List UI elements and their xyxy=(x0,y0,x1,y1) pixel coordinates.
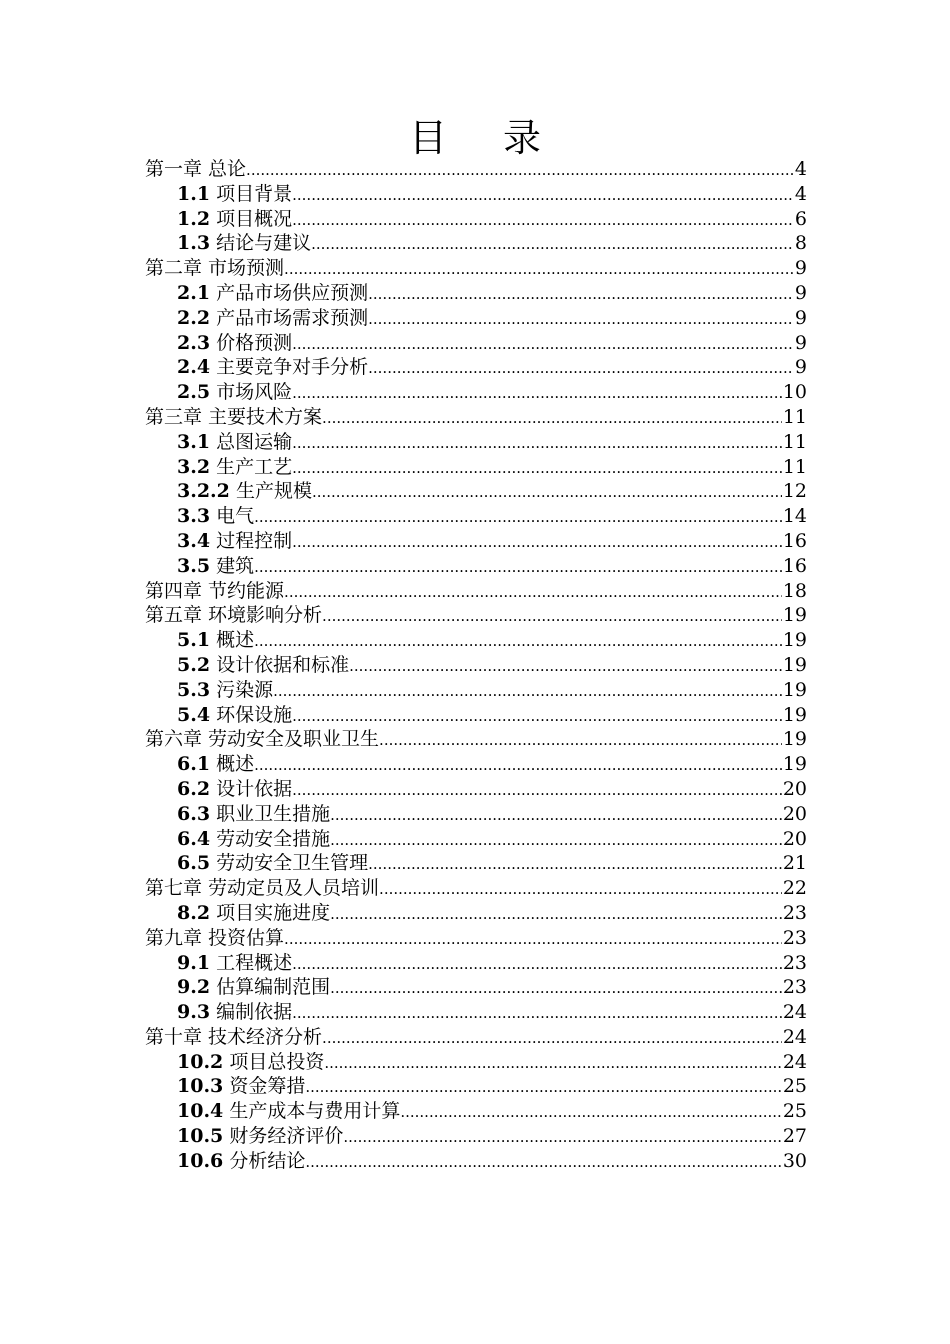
toc-page-number: 9 xyxy=(794,331,807,354)
toc-chapter-entry[interactable] xyxy=(145,1025,807,1050)
toc-entry-number: 3.5 xyxy=(177,554,211,577)
toc-entry-label xyxy=(177,1074,305,1099)
toc-dot-leader xyxy=(292,456,782,480)
toc-entry-number: 10.3 xyxy=(177,1075,224,1098)
toc-entry-label xyxy=(177,1050,324,1075)
toc-entry-text: 资金筹措 xyxy=(229,1075,306,1098)
toc-section-entry[interactable] xyxy=(145,430,807,455)
toc-entry-text: 生产规模 xyxy=(235,480,312,503)
toc-dot-leader xyxy=(292,778,782,802)
toc-entry-text: 财务经济评价 xyxy=(229,1125,344,1148)
toc-dot-leader xyxy=(292,381,782,405)
toc-entry-number: 6.4 xyxy=(177,827,211,850)
toc-dot-leader xyxy=(379,728,782,752)
toc-page-number: 20 xyxy=(782,777,807,800)
toc-section-entry[interactable] xyxy=(145,331,807,356)
toc-dot-leader xyxy=(254,753,782,777)
toc-chapter-entry[interactable] xyxy=(145,157,807,182)
toc-dot-leader xyxy=(254,505,782,529)
toc-entry-number: 5.4 xyxy=(177,703,211,726)
toc-entry-label xyxy=(177,827,330,852)
toc-entry-text: 第十章 技术经济分析 xyxy=(145,1025,323,1048)
toc-entry-label xyxy=(145,876,379,901)
toc-entry-text: 结论与建议 xyxy=(216,232,312,255)
toc-entry-label xyxy=(145,579,284,604)
toc-entry-text: 第五章 环境影响分析 xyxy=(145,604,323,627)
toc-dot-leader xyxy=(292,183,794,207)
toc-entry-label xyxy=(177,975,330,1000)
toc-entry-text: 第四章 节约能源 xyxy=(145,579,285,602)
toc-entry-number: 3.3 xyxy=(177,505,211,528)
toc-dot-leader xyxy=(322,1026,782,1050)
toc-page-number: 23 xyxy=(782,901,807,924)
toc-dot-leader xyxy=(246,158,794,182)
toc-entry-text: 市场风险 xyxy=(216,381,293,404)
toc-dot-leader xyxy=(292,952,782,976)
toc-section-entry[interactable] xyxy=(145,281,807,306)
toc-page-number: 6 xyxy=(794,207,807,230)
toc-entry-number: 9.2 xyxy=(177,976,211,999)
toc-page-number: 21 xyxy=(782,852,807,875)
toc-section-entry[interactable] xyxy=(145,653,807,678)
toc-section-entry[interactable] xyxy=(145,901,807,926)
toc-section-entry[interactable] xyxy=(145,802,807,827)
toc-dot-leader xyxy=(284,580,782,604)
toc-section-entry[interactable] xyxy=(145,827,807,852)
toc-entry-number: 1.3 xyxy=(177,232,211,255)
toc-dot-leader xyxy=(400,1100,781,1124)
toc-section-entry[interactable] xyxy=(145,951,807,976)
toc-entry-text: 概述 xyxy=(216,629,255,652)
toc-entry-label xyxy=(177,380,292,405)
toc-page-number: 12 xyxy=(782,480,807,503)
toc-dot-leader xyxy=(330,828,782,852)
toc-entry-number: 6.3 xyxy=(177,802,211,825)
toc-entry-number: 6.1 xyxy=(177,753,211,776)
toc-entry-number: 2.2 xyxy=(177,306,211,329)
toc-title: 目 录 xyxy=(408,116,564,160)
toc-chapter-entry[interactable] xyxy=(145,603,807,628)
toc-entry-label xyxy=(177,628,254,653)
toc-dot-leader xyxy=(349,654,782,678)
toc-entry-text: 产品市场供应预测 xyxy=(216,281,369,304)
toc-entry-number: 5.2 xyxy=(177,653,211,676)
toc-entry-label xyxy=(177,653,349,678)
toc-section-entry[interactable] xyxy=(145,1000,807,1025)
toc-dot-leader xyxy=(254,555,782,579)
toc-dot-leader xyxy=(322,406,782,430)
toc-chapter-entry[interactable] xyxy=(145,727,807,752)
toc-page-number: 16 xyxy=(782,554,807,577)
toc-page-number: 22 xyxy=(782,877,807,900)
toc-entry-number: 5.3 xyxy=(177,678,211,701)
toc-entry-number: 10.4 xyxy=(177,1100,224,1123)
toc-section-entry[interactable] xyxy=(145,529,807,554)
toc-dot-leader xyxy=(284,257,794,281)
toc-page-number: 25 xyxy=(782,1100,807,1123)
toc-section-entry[interactable] xyxy=(145,628,807,653)
toc-entry-text: 产品市场需求预测 xyxy=(216,306,369,329)
toc-entry-label xyxy=(177,504,254,529)
toc-dot-leader xyxy=(273,679,782,703)
toc-page-number: 19 xyxy=(782,629,807,652)
toc-entry-text: 项目实施进度 xyxy=(216,901,331,924)
toc-entry-number: 3.1 xyxy=(177,430,211,453)
toc-entry-text: 编制依据 xyxy=(216,1001,293,1024)
toc-entry-text: 第二章 市场预测 xyxy=(145,257,285,280)
toc-page-number: 19 xyxy=(782,728,807,751)
toc-entry-number: 10.6 xyxy=(177,1149,224,1172)
toc-entry-label xyxy=(177,479,312,504)
toc-page-number: 24 xyxy=(782,1001,807,1024)
toc-entry-label xyxy=(177,951,292,976)
toc-dot-leader xyxy=(292,704,782,728)
toc-dot-leader xyxy=(330,803,782,827)
toc-entry-text: 项目背景 xyxy=(216,182,293,205)
toc-page-number: 18 xyxy=(782,579,807,602)
toc-page-number: 19 xyxy=(782,753,807,776)
toc-entry-text: 概述 xyxy=(216,753,255,776)
toc-entry-label xyxy=(177,1000,292,1025)
toc-entry-text: 劳动安全措施 xyxy=(216,827,331,850)
toc-chapter-entry[interactable] xyxy=(145,876,807,901)
toc-entry-number: 2.4 xyxy=(177,356,211,379)
toc-entry-label xyxy=(145,157,246,182)
toc-entry-text: 职业卫生措施 xyxy=(216,802,331,825)
toc-entry-text: 工程概述 xyxy=(216,951,293,974)
toc-section-entry[interactable] xyxy=(145,1124,807,1149)
toc-chapter-entry[interactable] xyxy=(145,926,807,951)
toc-entry-number: 10.5 xyxy=(177,1125,224,1148)
toc-entry-label xyxy=(145,1025,322,1050)
toc-entry-label xyxy=(177,1149,305,1174)
toc-entry-text: 劳动安全卫生管理 xyxy=(216,852,369,875)
toc-entry-label xyxy=(177,1124,343,1149)
toc-page-number: 4 xyxy=(794,182,807,205)
toc-section-entry[interactable] xyxy=(145,355,807,380)
toc-dot-leader xyxy=(368,356,794,380)
toc-entry-label xyxy=(177,703,292,728)
toc-entry-label xyxy=(177,777,292,802)
toc-entry-number: 2.3 xyxy=(177,331,211,354)
toc-section-entry[interactable] xyxy=(145,231,807,256)
toc-dot-leader xyxy=(322,604,782,628)
toc-dot-leader xyxy=(368,282,794,306)
toc-entry-text: 生产成本与费用计算 xyxy=(229,1100,401,1123)
toc-dot-leader xyxy=(254,629,782,653)
toc-section-entry[interactable] xyxy=(145,1074,807,1099)
toc-entry-label xyxy=(145,727,379,752)
toc-entry-label xyxy=(177,355,368,380)
toc-entry-text: 第六章 劳动安全及职业卫生 xyxy=(145,728,380,751)
toc-entry-label xyxy=(177,430,292,455)
toc-entry-number: 9.3 xyxy=(177,1001,211,1024)
toc-section-entry[interactable] xyxy=(145,678,807,703)
toc-dot-leader xyxy=(292,431,782,455)
toc-entry-label xyxy=(177,802,330,827)
toc-page-number: 8 xyxy=(794,232,807,255)
toc-dot-leader xyxy=(292,208,794,232)
toc-page-number: 9 xyxy=(794,356,807,379)
toc-entry-number: 3.2.2 xyxy=(177,480,230,503)
toc-section-entry[interactable] xyxy=(145,479,807,504)
toc-entry-text: 项目总投资 xyxy=(229,1050,325,1073)
toc-dot-leader xyxy=(292,332,794,356)
toc-chapter-entry[interactable] xyxy=(145,579,807,604)
toc-section-entry[interactable] xyxy=(145,455,807,480)
toc-dot-leader xyxy=(368,307,794,331)
toc-page-number: 19 xyxy=(782,604,807,627)
toc-entry-number: 1.1 xyxy=(177,182,211,205)
toc-section-entry[interactable] xyxy=(145,752,807,777)
toc-entry-text: 分析结论 xyxy=(229,1149,306,1172)
toc-entry-number: 6.5 xyxy=(177,852,211,875)
toc-entry-label xyxy=(145,256,284,281)
toc-dot-leader xyxy=(330,976,782,1000)
toc-page-number: 9 xyxy=(794,306,807,329)
toc-page-number: 20 xyxy=(782,802,807,825)
toc-entry-label xyxy=(177,678,273,703)
toc-entry-text: 第一章 总论 xyxy=(145,158,247,180)
toc-page-number: 11 xyxy=(782,430,807,453)
toc-dot-leader xyxy=(311,232,794,256)
toc-dot-leader xyxy=(330,902,782,926)
toc-entry-label xyxy=(177,231,311,256)
toc-entry-text: 总图运输 xyxy=(216,430,293,453)
toc-page-number: 30 xyxy=(782,1149,807,1172)
toc-entry-number: 6.2 xyxy=(177,777,211,800)
toc-section-entry[interactable] xyxy=(145,851,807,876)
toc-section-entry[interactable] xyxy=(145,504,807,529)
toc-dot-leader xyxy=(343,1125,781,1149)
toc-entry-label xyxy=(177,529,292,554)
toc-page-number: 24 xyxy=(782,1050,807,1073)
toc-entry-text: 第九章 投资估算 xyxy=(145,926,285,949)
toc-entry-text: 主要竞争对手分析 xyxy=(216,356,369,379)
toc-entry-text: 设计依据和标准 xyxy=(216,653,350,676)
toc-page-number: 11 xyxy=(782,455,807,478)
toc-page-number: 11 xyxy=(782,405,807,428)
toc-page-number: 9 xyxy=(794,281,807,304)
toc-page-number: 16 xyxy=(782,529,807,552)
toc-page-number: 27 xyxy=(782,1125,807,1148)
toc-chapter-entry[interactable] xyxy=(145,256,807,281)
toc-dot-leader xyxy=(305,1075,781,1099)
toc-entry-number: 9.1 xyxy=(177,951,211,974)
toc-page-number: 10 xyxy=(782,381,807,404)
toc-entry-text: 过程控制 xyxy=(216,529,293,552)
toc-entry-label xyxy=(145,603,322,628)
toc-page-number: 23 xyxy=(782,951,807,974)
toc-dot-leader xyxy=(379,877,782,901)
toc-page-number: 20 xyxy=(782,827,807,850)
toc-page-number: 24 xyxy=(782,1025,807,1048)
toc-entry-text: 环保设施 xyxy=(216,703,293,726)
toc-section-entry[interactable] xyxy=(145,777,807,802)
toc-entry-text: 设计依据 xyxy=(216,777,293,800)
toc-section-entry[interactable] xyxy=(145,1149,807,1174)
toc-entry-text: 估算编制范围 xyxy=(216,976,331,999)
toc-entry-text: 第三章 主要技术方案 xyxy=(145,405,323,428)
toc-entry-text: 生产工艺 xyxy=(216,455,293,478)
toc-dot-leader xyxy=(368,852,782,876)
toc-list xyxy=(145,157,807,1174)
toc-entry-label xyxy=(177,207,292,232)
toc-section-entry[interactable] xyxy=(145,182,807,207)
toc-entry-number: 8.2 xyxy=(177,901,211,924)
toc-entry-number: 10.2 xyxy=(177,1050,224,1073)
toc-entry-text: 建筑 xyxy=(216,554,255,577)
toc-entry-text: 价格预测 xyxy=(216,331,293,354)
toc-section-entry[interactable] xyxy=(145,1050,807,1075)
toc-entry-label xyxy=(145,405,322,430)
toc-dot-leader xyxy=(305,1150,781,1174)
toc-section-entry[interactable] xyxy=(145,207,807,232)
toc-page-number: 25 xyxy=(782,1075,807,1098)
toc-dot-leader xyxy=(292,1001,782,1025)
toc-entry-number: 2.1 xyxy=(177,281,211,304)
toc-entry-text: 电气 xyxy=(216,505,255,528)
toc-entry-text: 污染源 xyxy=(216,678,274,701)
toc-dot-leader xyxy=(284,927,782,951)
toc-entry-number: 5.1 xyxy=(177,629,211,652)
toc-entry-label xyxy=(177,306,368,331)
toc-page-number: 19 xyxy=(782,703,807,726)
toc-entry-label xyxy=(177,851,368,876)
toc-chapter-entry[interactable] xyxy=(145,405,807,430)
toc-entry-label xyxy=(177,182,292,207)
toc-entry-label xyxy=(177,455,292,480)
toc-entry-number: 3.2 xyxy=(177,455,211,478)
toc-section-entry[interactable] xyxy=(145,380,807,405)
toc-section-entry[interactable] xyxy=(145,1099,807,1124)
toc-entry-label xyxy=(177,331,292,356)
toc-entry-number: 3.4 xyxy=(177,529,211,552)
toc-entry-label xyxy=(177,1099,400,1124)
toc-page-number: 23 xyxy=(782,926,807,949)
toc-section-entry[interactable] xyxy=(145,703,807,728)
toc-entry-text: 项目概况 xyxy=(216,207,293,230)
toc-page-number: 23 xyxy=(782,976,807,999)
toc-entry-label xyxy=(177,752,254,777)
toc-page-number: 9 xyxy=(794,257,807,280)
toc-entry-label xyxy=(177,901,330,926)
toc-page-number: 14 xyxy=(782,505,807,528)
toc-page-number: 4 xyxy=(794,158,807,180)
toc-entry-label xyxy=(177,281,368,306)
toc-entry-text: 第七章 劳动定员及人员培训 xyxy=(145,877,380,900)
toc-dot-leader xyxy=(324,1051,781,1075)
toc-entry-label xyxy=(145,926,284,951)
toc-page-number: 19 xyxy=(782,678,807,701)
toc-section-entry[interactable] xyxy=(145,306,807,331)
toc-section-entry[interactable] xyxy=(145,975,807,1000)
toc-entry-number: 1.2 xyxy=(177,207,211,230)
toc-dot-leader xyxy=(312,480,782,504)
toc-page-number: 19 xyxy=(782,653,807,676)
toc-section-entry[interactable] xyxy=(145,554,807,579)
toc-entry-number: 2.5 xyxy=(177,381,211,404)
toc-entry-label xyxy=(177,554,254,579)
toc-dot-leader xyxy=(292,530,782,554)
